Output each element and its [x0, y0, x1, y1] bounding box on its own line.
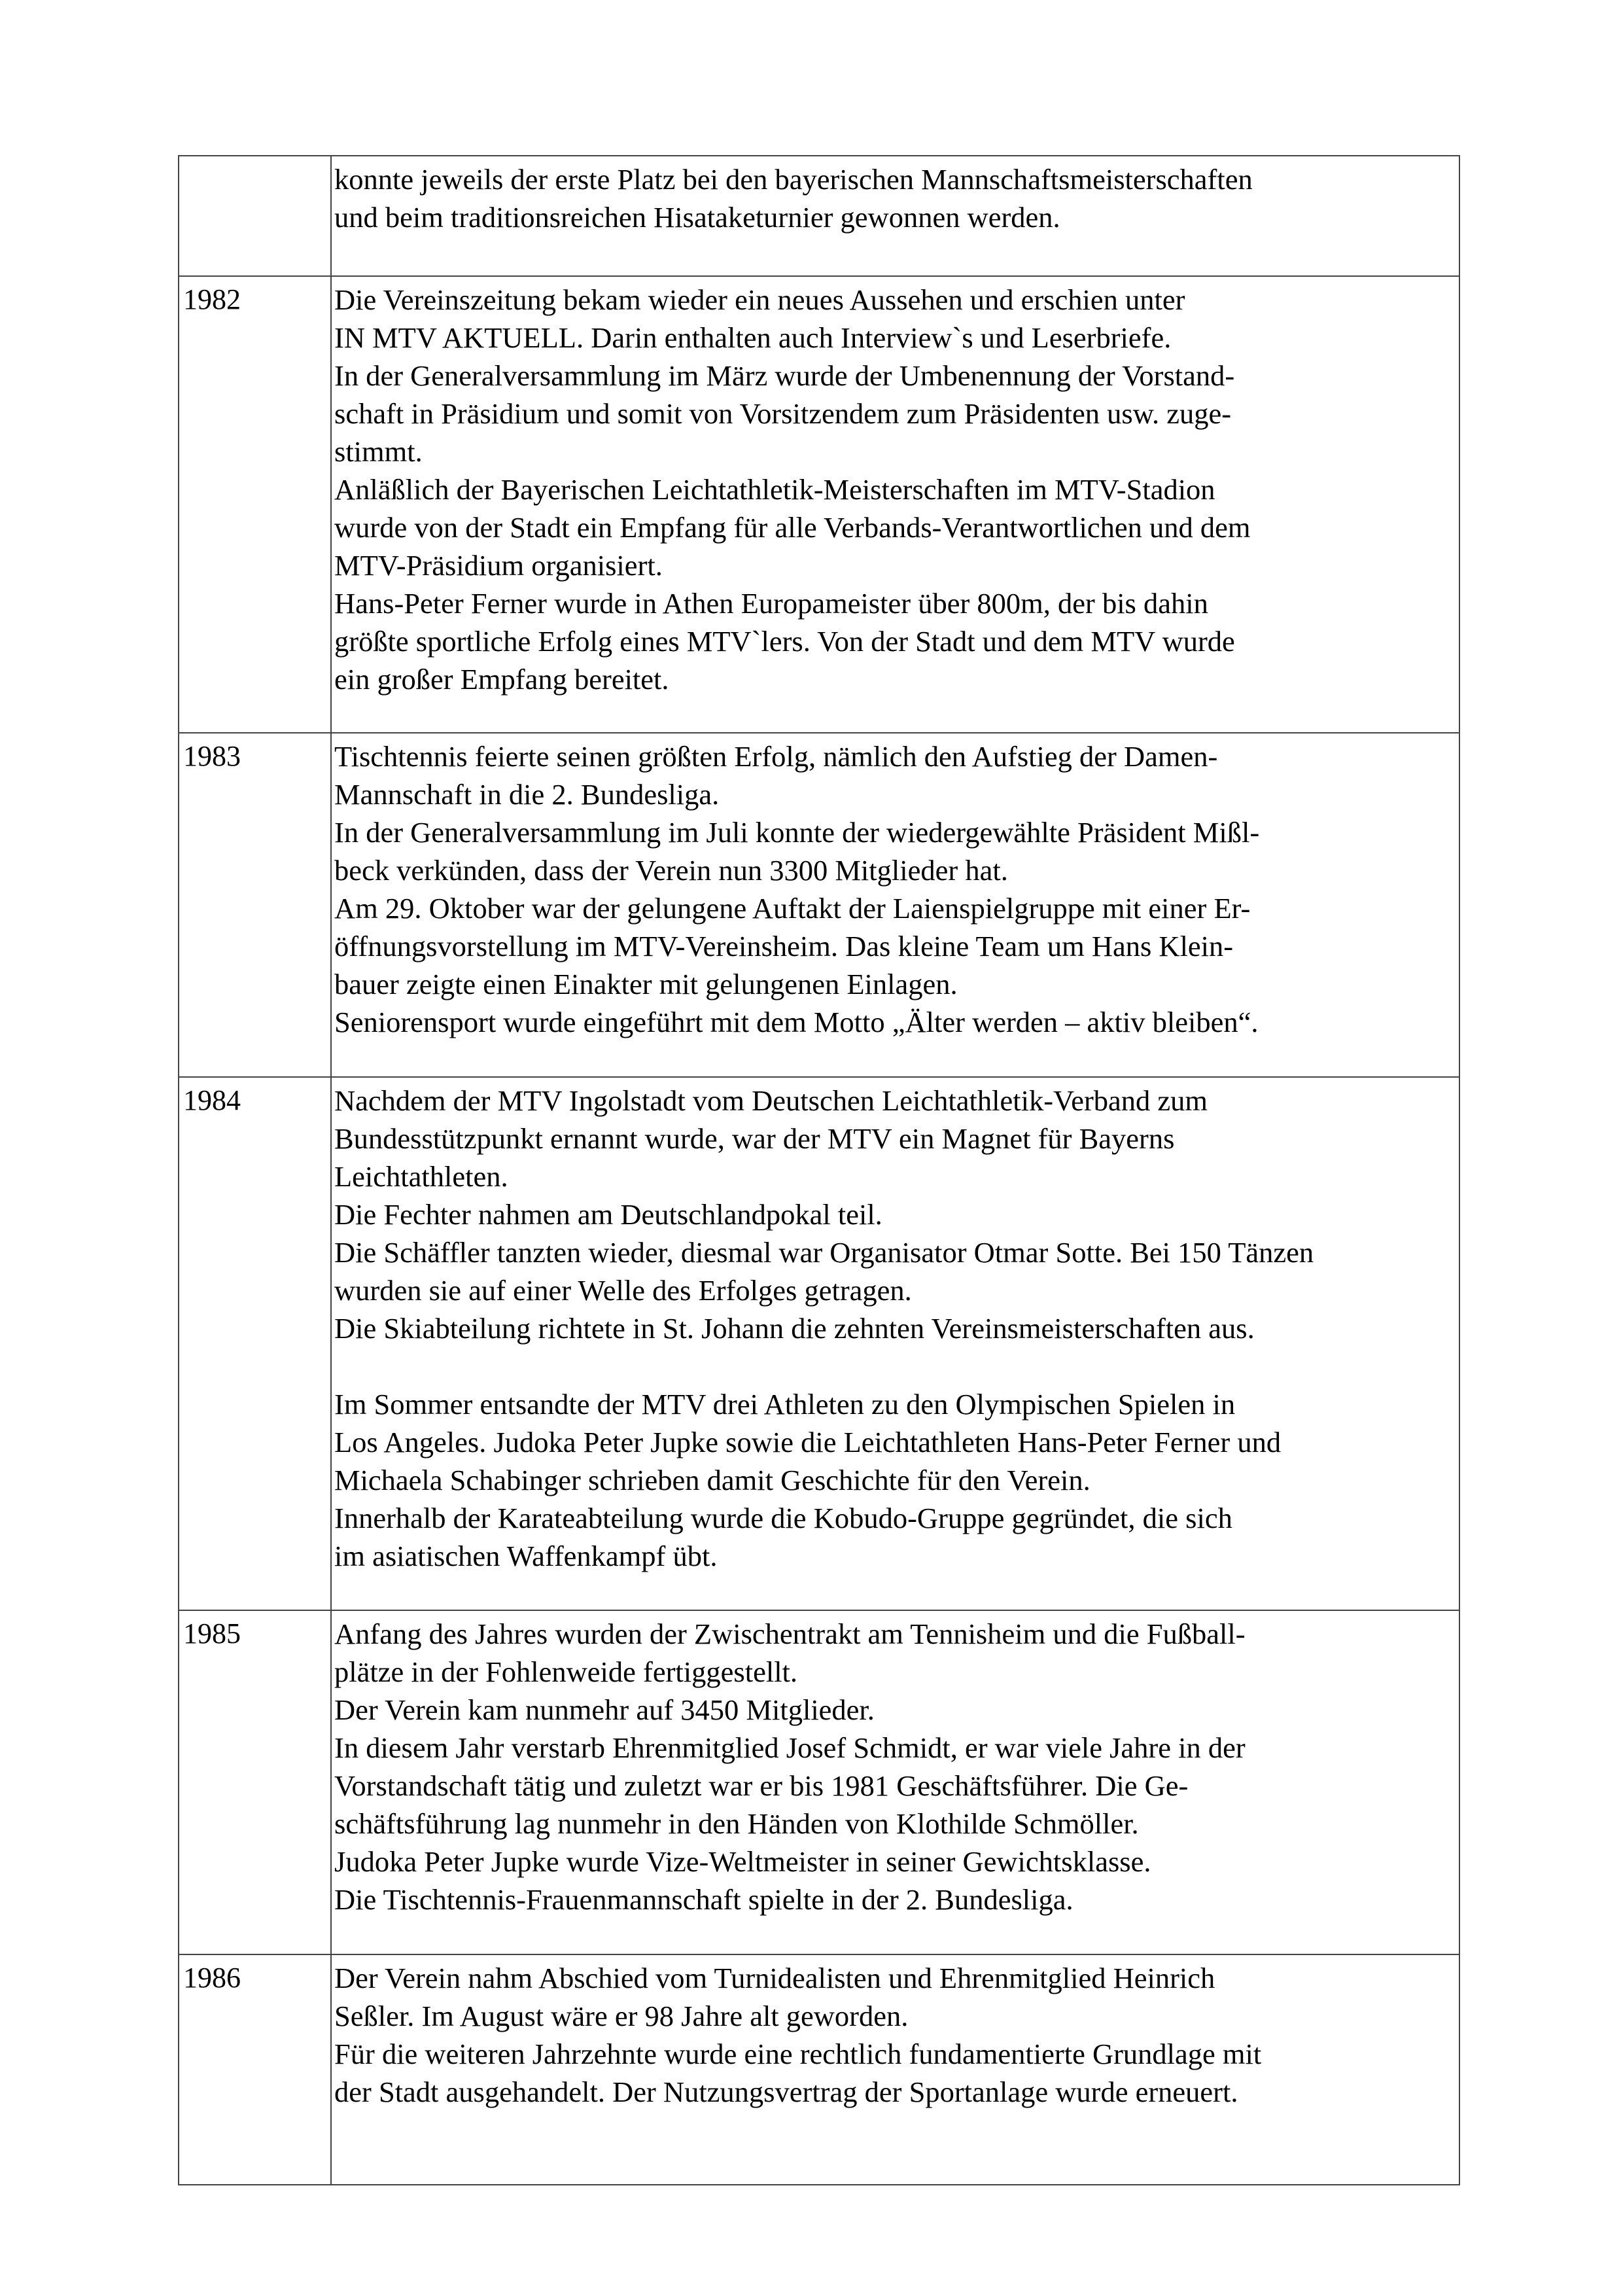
event-text-line: schäftsführung lag nunmehr in den Händen von Klothilde Schmöller. [334, 1807, 1139, 1840]
table-row [179, 1954, 1459, 2185]
event-text-line: größte sportliche Erfolg eines MTV`lers. Von der Stadt und dem MTV wurde [334, 625, 1235, 658]
event-text-line: und beim traditionsreichen Hisataketurnier gewonnen werden. [334, 201, 1060, 234]
event-text-line: konnte jeweils der erste Platz bei den bayerischen Mannschaftsmeisterschaften [334, 163, 1253, 196]
event-text-line: beck verkünden, dass der Verein nun 3300 Mitglieder hat. [334, 854, 1008, 887]
event-text-line: Bundesstützpunkt ernannt wurde, war der MTV ein Magnet für Bayerns [334, 1122, 1175, 1155]
event-text-line: In der Generalversammlung im Juli konnte der wiedergewählte Präsident Mißl- [334, 816, 1260, 849]
event-text-line: Die Tischtennis-Frauenmannschaft spielte in der 2. Bundesliga. [334, 1883, 1073, 1916]
event-text-line: Vorstandschaft tätig und zuletzt war er bis 1981 Geschäftsführer. Die Ge- [334, 1769, 1189, 1802]
event-text-line [334, 1347, 1456, 1385]
event-text-line: Für die weiteren Jahrzehnte wurde eine rechtlich fundamentierte Grundlage mit [334, 2038, 1262, 2070]
table-row [179, 1610, 1459, 1954]
event-text-line: Seßler. Im August wäre er 98 Jahre alt geworden. [334, 2000, 909, 2032]
event-text-line: wurden sie auf einer Welle des Erfolges getragen. [334, 1274, 912, 1307]
event-text-cell [331, 1954, 1459, 2185]
event-text-line: In diesem Jahr verstarb Ehrenmitglied Josef Schmidt, er war viele Jahre in der [334, 1731, 1246, 1764]
year-cell: 1986 [179, 1954, 331, 2185]
event-text-line: Am 29. Oktober war der gelungene Auftakt der Laienspielgruppe mit einer Er- [334, 892, 1251, 925]
chronicle-table [178, 155, 1460, 2185]
event-text-line: Hans-Peter Ferner wurde in Athen Europameister über 800m, der bis dahin [334, 587, 1208, 620]
year-cell: 1985 [179, 1610, 331, 1954]
event-text-line: Los Angeles. Judoka Peter Jupke sowie die Leichtathleten Hans-Peter Ferner und [334, 1426, 1282, 1458]
event-text-line: stimmt. [334, 435, 423, 468]
event-text-line: ein großer Empfang bereitet. [334, 663, 669, 696]
chronicle-body [179, 156, 1459, 2185]
event-text-line: wurde von der Stadt ein Empfang für alle Verbands-Verantwortlichen und dem [334, 511, 1251, 544]
event-text-line: Der Verein nahm Abschied vom Turnidealisten und Ehrenmitglied Heinrich [334, 1962, 1215, 1994]
table-row [179, 276, 1459, 733]
event-text-line: Die Fechter nahmen am Deutschlandpokal teil. [334, 1198, 882, 1231]
event-text-cell [331, 1077, 1459, 1610]
event-text-line: der Stadt ausgehandelt. Der Nutzungsvertrag der Sportanlage wurde erneuert. [334, 2075, 1238, 2108]
event-text-line: Tischtennis feierte seinen größten Erfolg, nämlich den Aufstieg der Damen- [334, 740, 1218, 773]
table-row [179, 733, 1459, 1077]
year-cell: 1982 [179, 276, 331, 733]
event-text-line: im asiatischen Waffenkampf übt. [334, 1540, 718, 1572]
event-text-line: öffnungsvorstellung im MTV-Vereinsheim. Das kleine Team um Hans Klein- [334, 930, 1234, 963]
event-text-line: Seniorensport wurde eingeführt mit dem Motto „Älter werden – aktiv bleiben“. [334, 1006, 1259, 1038]
event-text-cell [331, 156, 1459, 276]
event-text-line: Die Skiabteilung richtete in St. Johann die zehnten Vereinsmeisterschaften aus. [334, 1312, 1255, 1345]
event-text-line: Anfang des Jahres wurden der Zwischentrakt am Tennisheim und die Fußball- [334, 1617, 1246, 1650]
event-text-line: Innerhalb der Karateabteilung wurde die Kobudo-Gruppe gegründet, die sich [334, 1502, 1232, 1534]
event-text-line: Die Vereinszeitung bekam wieder ein neues Aussehen und erschien unter [334, 283, 1185, 316]
table-row [179, 156, 1459, 276]
event-text-cell [331, 733, 1459, 1077]
event-text-line: Im Sommer entsandte der MTV drei Athleten zu den Olympischen Spielen in [334, 1388, 1236, 1421]
event-text-line: In der Generalversammlung im März wurde der Umbenennung der Vorstand- [334, 359, 1235, 392]
event-text-line: IN MTV AKTUELL. Darin enthalten auch Interview`s und Leserbriefe. [334, 321, 1172, 354]
year-cell [179, 156, 331, 276]
event-text-cell [331, 276, 1459, 733]
event-text-line: Mannschaft in die 2. Bundesliga. [334, 778, 720, 811]
event-text-cell [331, 1610, 1459, 1954]
year-cell: 1984 [179, 1077, 331, 1610]
event-text-line: Leichtathleten. [334, 1160, 508, 1193]
event-text-line: Judoka Peter Jupke wurde Vize-Weltmeister in seiner Gewichtsklasse. [334, 1845, 1151, 1878]
event-text-line: Michaela Schabinger schrieben damit Geschichte für den Verein. [334, 1464, 1091, 1496]
event-text-line: Anläßlich der Bayerischen Leichtathletik-Meisterschaften im MTV-Stadion [334, 473, 1215, 506]
table-row [179, 1077, 1459, 1610]
event-text-line: plätze in der Fohlenweide fertiggestellt. [334, 1655, 798, 1688]
event-text-line: Der Verein kam nunmehr auf 3450 Mitglieder. [334, 1693, 875, 1726]
year-cell: 1983 [179, 733, 331, 1077]
event-text-line: schaft in Präsidium und somit von Vorsitzendem zum Präsidenten usw. zuge- [334, 397, 1232, 430]
event-text-line: bauer zeigte einen Einakter mit gelungenen Einlagen. [334, 968, 958, 1000]
event-text-line: Nachdem der MTV Ingolstadt vom Deutschen Leichtathletik-Verband zum [334, 1084, 1208, 1117]
event-text-line: MTV-Präsidium organisiert. [334, 549, 663, 582]
event-text-line: Die Schäffler tanzten wieder, diesmal war Organisator Otmar Sotte. Bei 150 Tänzen [334, 1236, 1314, 1269]
